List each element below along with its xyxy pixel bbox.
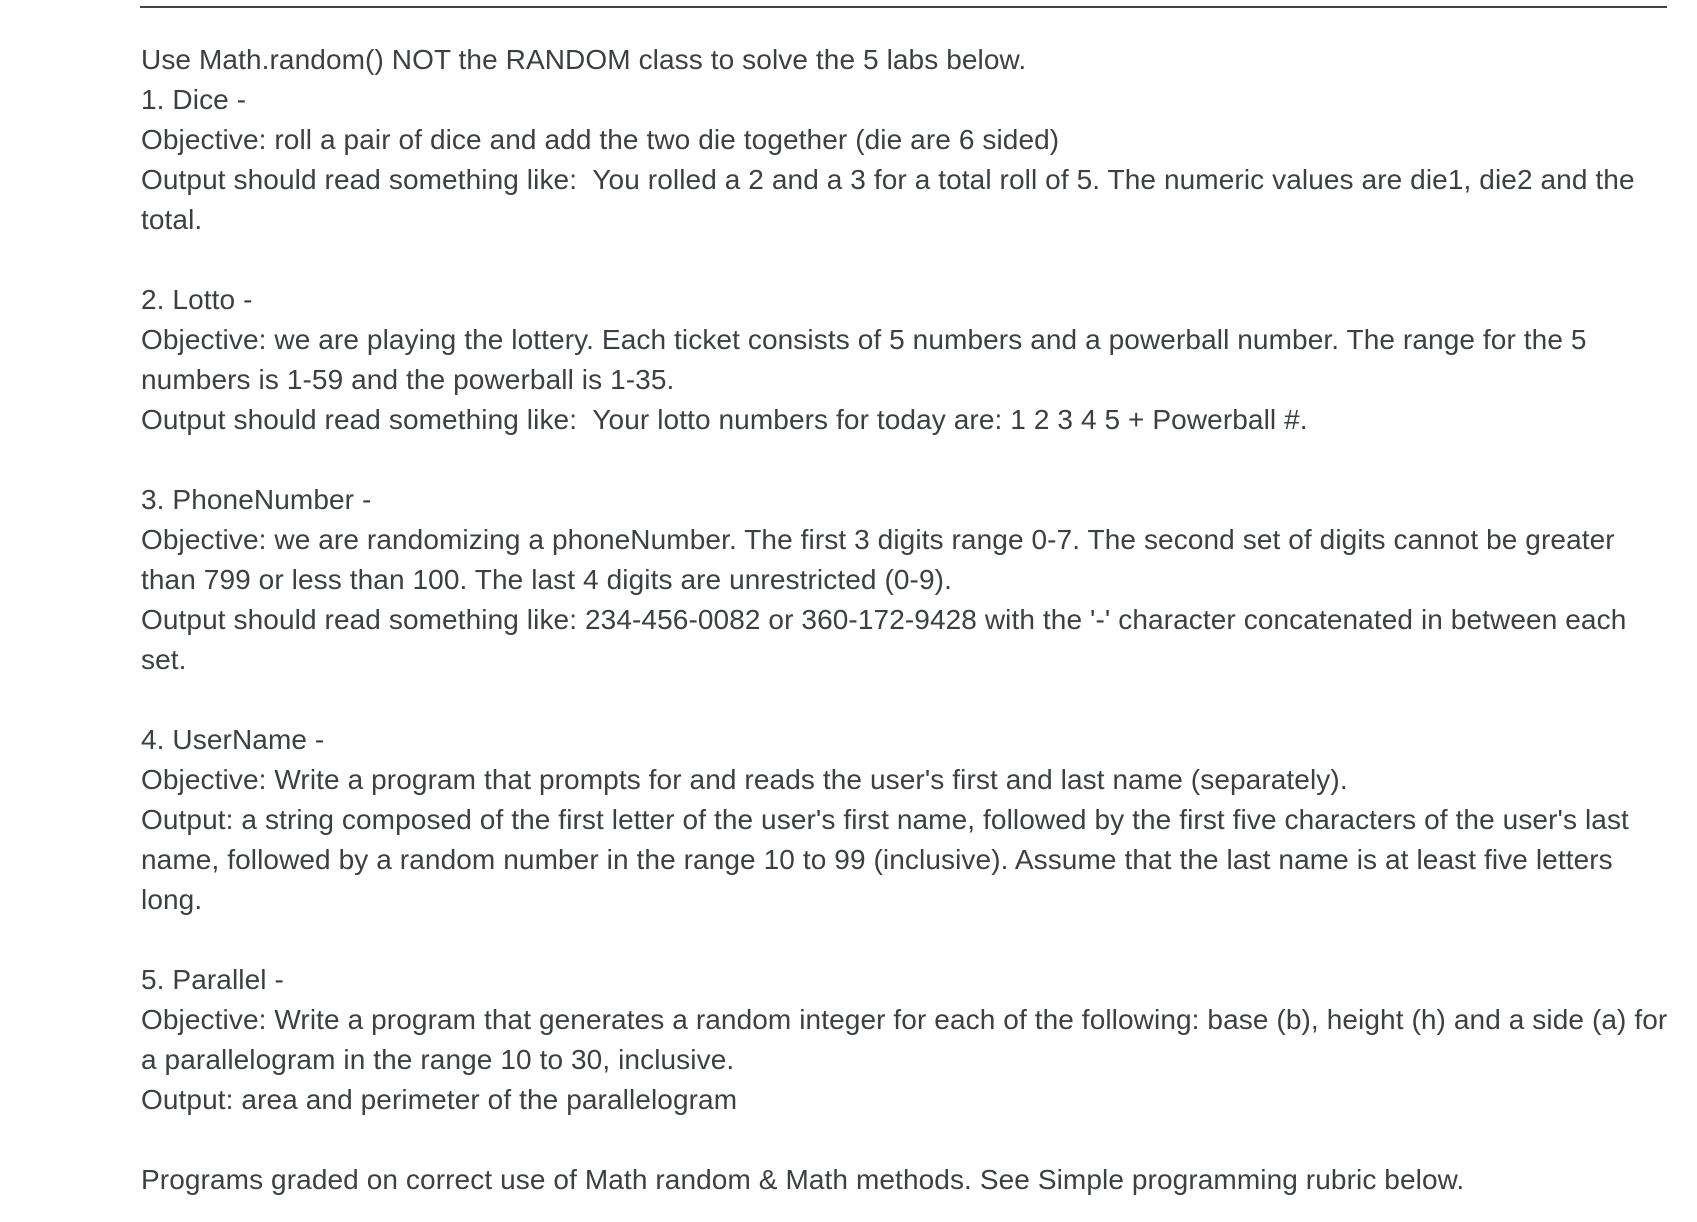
assignment-content [141,40,1676,1200]
grading-note: Programs graded on correct use of Math random & Math methods. See Simple programming rubric below. [141,1164,1465,1195]
lab-username [141,720,1671,920]
lab-output: Output: area and perimeter of the parallelogram [141,1084,738,1115]
lab-objective: Objective: Write a program that prompts for and reads the user's first and last name (separately). [141,764,1348,795]
lab-output: Output should read something like: You rolled a 2 and a 3 for a total roll of 5. The numeric values are die1, die2 and the total. [141,164,1643,235]
lab-lotto [141,280,1671,440]
lab-objective: Objective: roll a pair of dice and add the two die together (die are 6 sided) [141,124,1060,155]
top-divider [140,6,1667,8]
spacer [141,920,1671,960]
intro-text: Use Math.random() NOT the RANDOM class to solve the 5 labs below. [141,44,1027,75]
lab-output: Output should read something like: Your lotto numbers for today are: 1 2 3 4 5 + Powerball #. [141,404,1308,435]
lab-title: 1. Dice - [141,84,247,115]
lab-title: 3. PhoneNumber - [141,484,372,515]
lab-objective: Objective: Write a program that generates a random integer for each of the following: base (b), height (h) and a side (a) for a parallelogram in the range 10 to 30, inclusive. [141,1004,1676,1075]
lab-output: Output: a string composed of the first letter of the user's first name, followed by the first five characters of the user's last name, followed by a random number in the range 10 to 99 (inclusive). Assume that the last name is at least five letters long. [141,804,1637,915]
lab-objective: Objective: we are playing the lottery. Each ticket consists of 5 numbers and a powerball number. The range for the 5 numbers is 1-59 and the powerball is 1-35. [141,324,1595,395]
lab-objective: Objective: we are randomizing a phoneNumber. The first 3 digits range 0-7. The second set of digits cannot be greater than 799 or less than 100. The last 4 digits are unrestricted (0-9). [141,524,1623,595]
lab-title: 2. Lotto - [141,284,253,315]
lab-dice [141,80,1671,240]
spacer [141,240,1671,280]
lab-parallel [141,960,1676,1120]
lab-title: 4. UserName - [141,724,325,755]
lab-phonenumber [141,480,1671,680]
spacer [141,680,1671,720]
lab-title: 5. Parallel - [141,964,284,995]
lab-output: Output should read something like: 234-456-0082 or 360-172-9428 with the '-' character concatenated in between each set. [141,604,1635,675]
spacer [141,1120,1671,1160]
spacer [141,440,1671,480]
